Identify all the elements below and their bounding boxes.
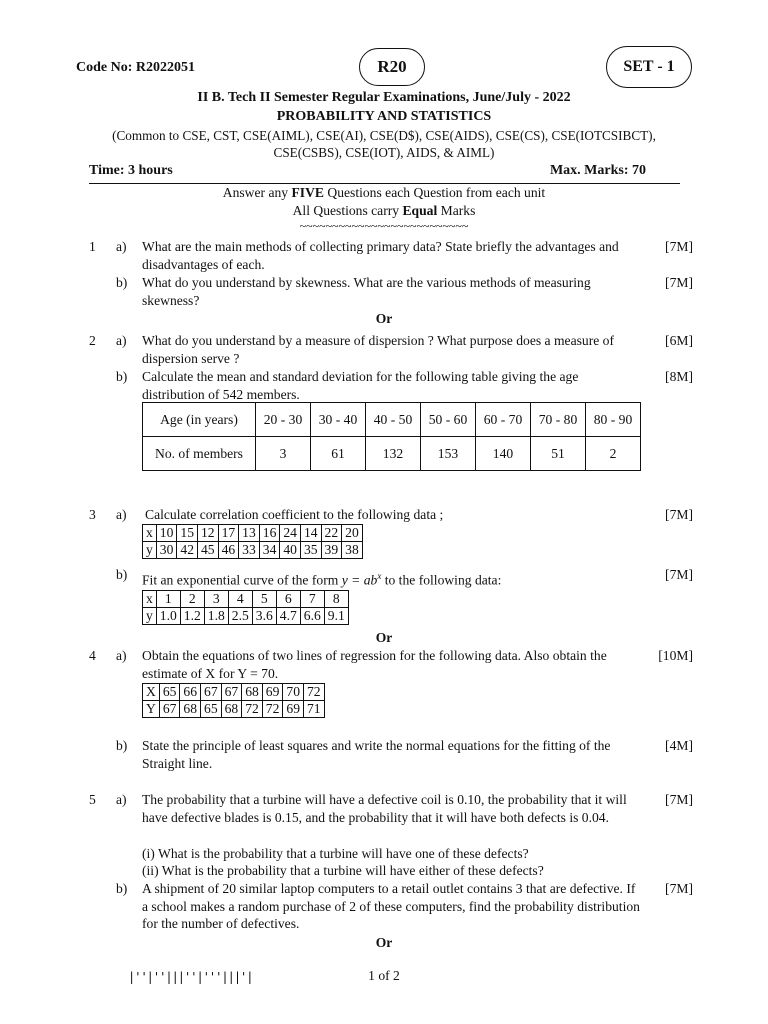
table-header-cell: Y [143, 701, 160, 718]
table-header-cell: x [143, 525, 157, 542]
table-cell: 68 [180, 701, 201, 718]
table-header-cell: y [143, 542, 157, 559]
question-5a-subpart-1: (i) What is the probability that a turbine will have one of these defects? [142, 846, 529, 861]
question-2a-label: a) [116, 333, 127, 348]
formula-superscript: x [377, 571, 382, 581]
table-header-cell: X [143, 684, 160, 701]
instruction-emphasis: FIVE [291, 185, 324, 200]
table-cell: 71 [303, 701, 324, 718]
question-1a-text: What are the main methods of collecting primary data? State briefly the advantages and disadvantages of each. [142, 239, 619, 272]
table-header-cell: x [143, 591, 157, 608]
exponential-data-table [142, 590, 349, 625]
question-5a-text: The probability that a turbine will have a defective coil is 0.10, the probability that it will have defective blades is 0.15, and the probability that it will have both defects is 0.04. [142, 792, 627, 825]
table-cell: 65 [159, 684, 180, 701]
table-cell: 3 [204, 591, 228, 608]
question-4b-text: State the principle of least squares and write the normal equations for the fitting of the Straight line. [142, 738, 611, 771]
table-cell: 17 [218, 525, 239, 542]
question-3b-label: b) [116, 567, 128, 582]
table-row [143, 591, 349, 608]
table-cell: 45 [197, 542, 218, 559]
table-cell: 3 [256, 437, 311, 471]
exam-title: II B. Tech II Semester Regular Examinations, June/July - 2022 [197, 90, 571, 105]
table-cell: 39 [321, 542, 342, 559]
regulation-badge: R20 [359, 48, 425, 86]
table-header-cell: Age (in years) [143, 403, 256, 437]
table-cell: 2.5 [228, 608, 252, 625]
question-4a-label: a) [116, 648, 127, 663]
table-cell: 33 [239, 542, 260, 559]
table-cell: 4.7 [276, 608, 300, 625]
question-1b-label: b) [116, 275, 128, 290]
question-3a-label: a) [116, 507, 127, 522]
question-4b-marks: [4M] [665, 738, 693, 753]
table-cell: 40 - 50 [366, 403, 421, 437]
question-4b-label: b) [116, 738, 128, 753]
question-number-4: 4 [89, 648, 96, 663]
table-cell: 140 [476, 437, 531, 471]
question-1b-marks: [7M] [665, 275, 693, 290]
table-cell: 30 [156, 542, 177, 559]
table-cell: 24 [280, 525, 301, 542]
question-number-2: 2 [89, 333, 96, 348]
or-separator-2: Or [375, 630, 393, 645]
question-3b-text-pre: Fit an exponential curve of the form [142, 572, 342, 588]
question-5a-label: a) [116, 792, 127, 807]
table-cell: 1.0 [156, 608, 180, 625]
question-3a-marks: [7M] [665, 507, 693, 522]
table-cell: 60 - 70 [476, 403, 531, 437]
question-2b-label: b) [116, 369, 128, 384]
question-5b-label: b) [116, 881, 128, 896]
barcode-text: |''|''|||''|'''|||'| [128, 970, 253, 984]
max-marks: Max. Marks: 70 [549, 163, 646, 178]
instruction-text: Marks [437, 203, 476, 218]
table-row [143, 608, 349, 625]
table-cell: 34 [259, 542, 280, 559]
correlation-data-table [142, 524, 363, 559]
table-cell: 4 [228, 591, 252, 608]
table-cell: 7 [300, 591, 324, 608]
table-cell: 1.2 [180, 608, 204, 625]
instruction-line2 [0, 203, 768, 219]
question-2b-marks: [8M] [665, 369, 693, 384]
table-cell: 6 [276, 591, 300, 608]
table-cell: 6.6 [300, 608, 324, 625]
common-branches-line2: CSE(CSBS), CSE(IOT), AIDS, & AIML) [273, 145, 495, 160]
page-number: 1 of 2 [368, 968, 400, 983]
set-badge: SET - 1 [606, 46, 692, 88]
question-2b-text: Calculate the mean and standard deviation for the following table giving the age distribution of 542 members. [142, 369, 579, 402]
question-2a-text: What do you understand by a measure of dispersion ? What purpose does a measure of dispersion serve ? [142, 333, 614, 366]
table-cell: 9.1 [324, 608, 348, 625]
common-branches-line1: (Common to CSE, CST, CSE(AIML), CSE(AI), CSE(D$), CSE(AIDS), CSE(CS), CSE(IOTCSIBCT), [112, 128, 656, 143]
table-cell: 72 [303, 684, 324, 701]
table-cell: 68 [242, 684, 263, 701]
table-cell: 72 [242, 701, 263, 718]
table-cell: 2 [180, 591, 204, 608]
exam-time: Time: 3 hours [89, 163, 173, 178]
table-cell: 1 [156, 591, 180, 608]
table-cell: 35 [300, 542, 321, 559]
table-cell: 3.6 [252, 608, 276, 625]
table-cell: 132 [366, 437, 421, 471]
question-5b-text: A shipment of 20 similar laptop computers to a retail outlet contains 3 that are defective. If a school makes a random purchase of 2 of these computers, find the probability distribution for the number of defectives. [142, 881, 640, 931]
or-separator-3: Or [375, 935, 393, 950]
question-number-5: 5 [89, 792, 96, 807]
table-cell: 20 - 30 [256, 403, 311, 437]
question-5a-marks: [7M] [665, 792, 693, 807]
table-cell: 50 - 60 [421, 403, 476, 437]
table-cell: 68 [221, 701, 242, 718]
table-cell: 69 [283, 701, 304, 718]
table-row [143, 403, 641, 437]
table-cell: 61 [311, 437, 366, 471]
tilde-separator: ~~~~~~~~~~~~~~~~~~~~~~~~~~ [299, 219, 469, 233]
question-3b-text-post: to the following data: [381, 572, 502, 588]
table-row [143, 437, 641, 471]
regression-data-table [142, 683, 325, 718]
header-divider [89, 183, 680, 184]
code-number: Code No: R2022051 [76, 60, 195, 75]
table-cell: 69 [262, 684, 283, 701]
table-cell: 16 [259, 525, 280, 542]
table-cell: 70 - 80 [531, 403, 586, 437]
table-row [143, 701, 325, 718]
table-cell: 8 [324, 591, 348, 608]
instruction-emphasis: Equal [402, 203, 438, 218]
question-4a-text: Obtain the equations of two lines of regression for the following data. Also obtain the estimate of X for Y = 70. [142, 648, 607, 681]
table-row [143, 542, 363, 559]
table-row [143, 525, 363, 542]
table-cell: 67 [159, 701, 180, 718]
table-cell: 22 [321, 525, 342, 542]
question-3b-marks: [7M] [665, 567, 693, 582]
question-5a-subpart-2: (ii) What is the probability that a turbine will have either of these defects? [142, 863, 544, 878]
instruction-text: Answer any [222, 185, 292, 200]
table-cell: 15 [177, 525, 198, 542]
table-cell: 65 [201, 701, 222, 718]
subject-title: PROBABILITY AND STATISTICS [276, 109, 492, 124]
table-row [143, 684, 325, 701]
question-1a-label: a) [116, 239, 127, 254]
table-cell: 13 [239, 525, 260, 542]
table-cell: 72 [262, 701, 283, 718]
table-cell: 5 [252, 591, 276, 608]
table-cell: 67 [221, 684, 242, 701]
or-separator-1: Or [375, 311, 393, 326]
question-4a-marks: [10M] [658, 648, 693, 663]
table-cell: 46 [218, 542, 239, 559]
table-cell: 70 [283, 684, 304, 701]
table-cell: 12 [197, 525, 218, 542]
table-cell: 30 - 40 [311, 403, 366, 437]
table-cell: 67 [201, 684, 222, 701]
table-cell: 42 [177, 542, 198, 559]
instruction-line1 [0, 185, 768, 201]
table-cell: 40 [280, 542, 301, 559]
table-cell: 80 - 90 [586, 403, 641, 437]
exponential-formula: y = ab [341, 572, 378, 588]
table-cell: 20 [342, 525, 363, 542]
question-3b-text [142, 568, 642, 589]
table-cell: 10 [156, 525, 177, 542]
instruction-text: Questions each Question from each unit [323, 185, 546, 200]
question-1a-marks: [7M] [665, 239, 693, 254]
table-cell: 51 [531, 437, 586, 471]
table-cell: 153 [421, 437, 476, 471]
instruction-text: All Questions carry [292, 203, 403, 218]
question-number-1: 1 [89, 239, 96, 254]
table-header-cell: y [143, 608, 157, 625]
question-1b-text: What do you understand by skewness. What are the various methods of measuring skewness? [142, 275, 591, 308]
table-cell: 14 [300, 525, 321, 542]
age-distribution-table [142, 402, 641, 471]
table-cell: 2 [586, 437, 641, 471]
question-5b-marks: [7M] [665, 881, 693, 896]
question-2a-marks: [6M] [665, 333, 693, 348]
table-cell: 38 [342, 542, 363, 559]
question-3a-text: Calculate correlation coefficient to the following data ; [145, 507, 444, 522]
question-number-3: 3 [89, 507, 96, 522]
table-cell: 66 [180, 684, 201, 701]
table-header-cell: No. of members [143, 437, 256, 471]
table-cell: 1.8 [204, 608, 228, 625]
